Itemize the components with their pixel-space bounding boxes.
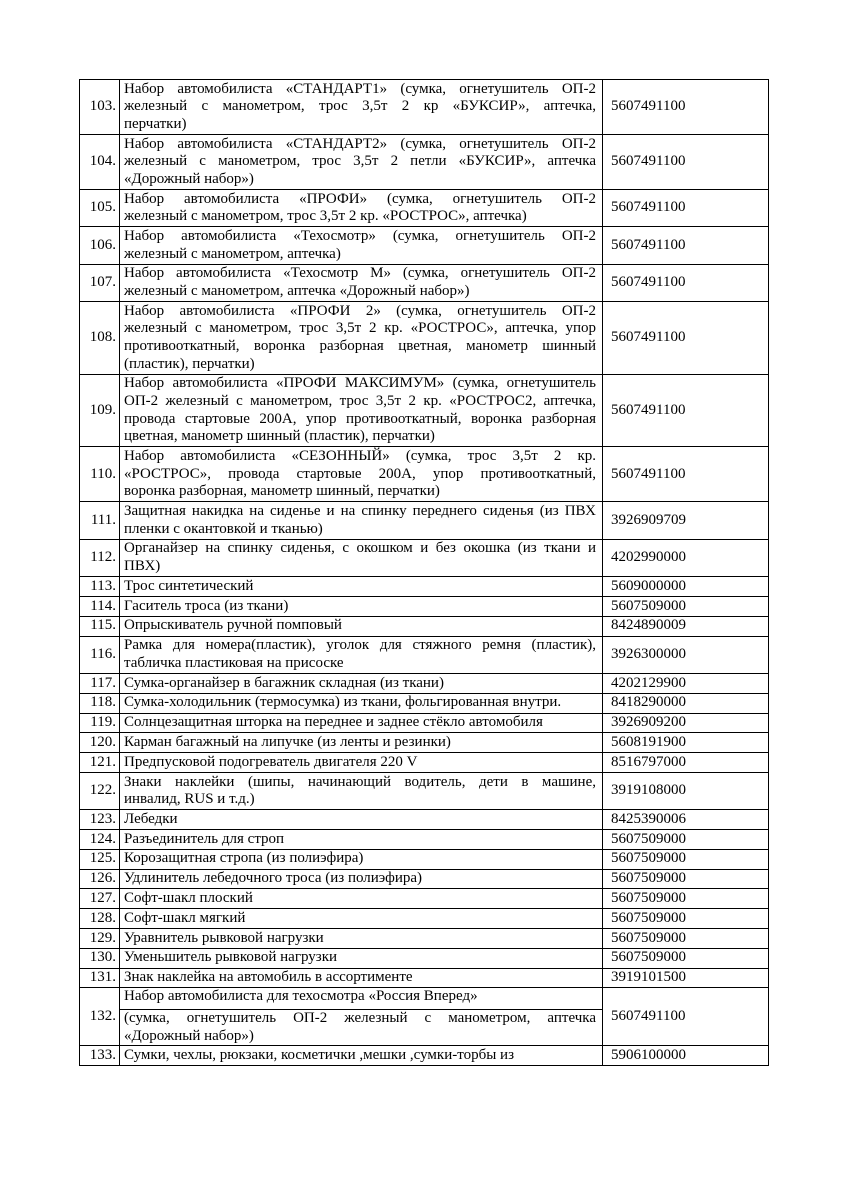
table-row	[80, 447, 769, 502]
row-number: 112.	[80, 539, 120, 576]
row-number: 126.	[80, 869, 120, 889]
table-row	[80, 502, 769, 539]
row-number: 130.	[80, 948, 120, 968]
description-line: Удлинитель лебедочного троса (из полиэфира)	[124, 870, 423, 887]
table-row	[80, 772, 769, 809]
description-line: ОП-2 железный с манометром, трос 3,5т 2 кр. «РОСТРОС2, аптечка,	[124, 392, 596, 409]
description-line: железный с манометром, трос 3,5т 2 кр. «РОСТРОС», аптечка, упор	[124, 320, 596, 337]
tnved-code: 5607509000	[603, 849, 769, 869]
row-number: 120.	[80, 733, 120, 753]
table-row	[80, 1046, 769, 1066]
description-line: инвалид, RUS и т.д.)	[124, 791, 255, 808]
tnved-code: 3919108000	[603, 772, 769, 809]
description-line: железный с манометром, трос 3,5т 2 петли «БУКСИР», аптечка	[124, 153, 596, 170]
item-description	[120, 733, 603, 753]
table-row	[80, 889, 769, 909]
item-description	[120, 929, 603, 949]
description-line: железный с манометром, аптечка)	[124, 245, 341, 262]
tnved-code: 3919101500	[603, 968, 769, 988]
description-line: воронка разборная, манометр шинный, перчатки)	[124, 483, 440, 500]
row-number: 110.	[80, 447, 120, 502]
row-number: 106.	[80, 227, 120, 264]
table-row	[80, 733, 769, 753]
description-line: Солнцезащитная шторка на переднее и заднее стёкло автомобиля	[124, 714, 543, 731]
item-description	[120, 135, 603, 190]
table-row	[80, 830, 769, 850]
description-line: «Дорожный набор»)	[124, 1027, 254, 1044]
table-row	[80, 539, 769, 576]
tnved-code: 5609000000	[603, 577, 769, 597]
tnved-code: 4202129900	[603, 673, 769, 693]
description-line: Опрыскиватель ручной помповый	[124, 617, 342, 634]
tnved-code: 5607491100	[603, 264, 769, 301]
row-number: 127.	[80, 889, 120, 909]
row-number: 115.	[80, 616, 120, 636]
description-line: противооткатный, воронка разборная цветная, манометр шинный	[124, 337, 596, 354]
tnved-code: 8418290000	[603, 693, 769, 713]
item-description	[120, 889, 603, 909]
tnved-code: 5607491100	[603, 374, 769, 447]
description-line: Софт-шакл мягкий	[124, 909, 246, 926]
description-line: Уравнитель рывковой нагрузки	[124, 929, 324, 946]
item-description	[120, 693, 603, 713]
table-row	[80, 693, 769, 713]
tnved-code: 5607509000	[603, 869, 769, 889]
item-description	[120, 869, 603, 889]
item-description	[120, 673, 603, 693]
item-description	[120, 374, 603, 447]
tnved-code: 5607509000	[603, 909, 769, 929]
item-description	[120, 227, 603, 264]
table-row	[80, 968, 769, 988]
row-number: 129.	[80, 929, 120, 949]
item-description	[120, 988, 603, 1046]
description-line: Гаситель троса (из ткани)	[124, 597, 289, 614]
description-line: Сумка-органайзер в багажник складная (из ткани)	[124, 674, 444, 691]
tnved-code: 5607491100	[603, 302, 769, 375]
item-description	[120, 948, 603, 968]
description-line: Карман багажный на липучке (из ленты и резинки)	[124, 733, 451, 750]
goods-table	[79, 79, 769, 1066]
row-number: 113.	[80, 577, 120, 597]
item-description	[120, 909, 603, 929]
description-line: Набор автомобилиста «Техосмотр» (сумка, огнетушитель ОП-2	[124, 227, 596, 244]
tnved-code: 3926300000	[603, 636, 769, 673]
table-row	[80, 810, 769, 830]
table-row	[80, 753, 769, 773]
item-description	[120, 596, 603, 616]
item-description	[120, 190, 603, 227]
tnved-code: 5607491100	[603, 80, 769, 135]
table-row	[80, 577, 769, 597]
description-line: Сумки, чехлы, рюкзаки, косметички ,мешки ,сумки-торбы из	[124, 1046, 514, 1063]
table-body	[80, 80, 769, 1066]
tnved-code: 4202990000	[603, 539, 769, 576]
tnved-code: 5607491100	[603, 135, 769, 190]
description-line: Набор автомобилиста «ПРОФИ 2» (сумка, огнетушитель ОП-2	[124, 302, 596, 319]
table-row	[80, 596, 769, 616]
row-number: 124.	[80, 830, 120, 850]
tnved-code: 5607509000	[603, 929, 769, 949]
row-number: 114.	[80, 596, 120, 616]
item-description	[120, 830, 603, 850]
description-line: (сумка, огнетушитель ОП-2 железный с манометром, аптечка	[124, 1010, 596, 1027]
item-description	[120, 810, 603, 830]
description-line: Софт-шакл плоский	[124, 890, 253, 907]
row-number: 103.	[80, 80, 120, 135]
table-row	[80, 80, 769, 135]
item-description	[120, 539, 603, 576]
description-line: табличка пластиковая на присоске	[124, 654, 344, 671]
tnved-code: 5607491100	[603, 190, 769, 227]
row-number: 118.	[80, 693, 120, 713]
table-row	[80, 713, 769, 733]
tnved-code: 5607509000	[603, 889, 769, 909]
row-number: 121.	[80, 753, 120, 773]
row-number: 125.	[80, 849, 120, 869]
description-line: Знаки наклейки (шипы, начинающий водитель, дети в машине,	[124, 773, 596, 790]
row-number: 109.	[80, 374, 120, 447]
tnved-code: 5607491100	[603, 988, 769, 1046]
item-description	[120, 713, 603, 733]
description-line: «Дорожный набор»)	[124, 170, 254, 187]
description-line: Разъединитель для строп	[124, 830, 285, 847]
description-subsection	[120, 1009, 602, 1045]
description-line: Набор автомобилиста для техосмотра «Россия Вперед»	[124, 988, 478, 1005]
description-line: Уменьшитель рывковой нагрузки	[124, 949, 338, 966]
table-row	[80, 227, 769, 264]
description-line: Рамка для номера(пластик), уголок для стяжного ремня (пластик),	[124, 637, 596, 654]
item-description	[120, 447, 603, 502]
table-row	[80, 190, 769, 227]
description-line: Набор автомобилиста «ПРОФИ» (сумка, огнетушитель ОП-2	[124, 190, 596, 207]
row-number: 122.	[80, 772, 120, 809]
description-line: ПВХ)	[124, 557, 161, 574]
item-description	[120, 636, 603, 673]
row-number: 116.	[80, 636, 120, 673]
row-number: 117.	[80, 673, 120, 693]
description-line: (пластик), перчатки)	[124, 355, 255, 372]
item-description	[120, 968, 603, 988]
tnved-code: 5906100000	[603, 1046, 769, 1066]
tnved-code: 8424890009	[603, 616, 769, 636]
item-description	[120, 772, 603, 809]
row-number: 131.	[80, 968, 120, 988]
tnved-code: 8516797000	[603, 753, 769, 773]
item-description	[120, 577, 603, 597]
table-row	[80, 264, 769, 301]
table-row	[80, 909, 769, 929]
table-row	[80, 869, 769, 889]
description-line: Сумка-холодильник (термосумка) из ткани, фольгированная внутри.	[124, 694, 562, 711]
description-line: пленки с окантовкой и тканью)	[124, 520, 323, 537]
description-line: «РОСТРОС», провода стартовые 200А, упор противооткатный,	[124, 465, 596, 482]
description-line: Набор автомобилиста «СТАНДАРТ2» (сумка, огнетушитель ОП-2	[124, 135, 596, 152]
item-description	[120, 80, 603, 135]
tnved-code: 5608191900	[603, 733, 769, 753]
description-line: перчатки)	[124, 115, 187, 132]
row-number: 119.	[80, 713, 120, 733]
tnved-code: 8425390006	[603, 810, 769, 830]
table-row	[80, 374, 769, 447]
description-line: Лебедки	[124, 810, 178, 827]
table-row	[80, 302, 769, 375]
description-line: Знак наклейка на автомобиль в ассортименте	[124, 969, 413, 986]
row-number: 105.	[80, 190, 120, 227]
row-number: 133.	[80, 1046, 120, 1066]
table-row	[80, 849, 769, 869]
description-line: Органайзер на спинку сиденья, с окошком и без окошка (из ткани и	[124, 540, 596, 557]
row-number: 111.	[80, 502, 120, 539]
tnved-code: 3926909200	[603, 713, 769, 733]
description-line: Корозащитная стропа (из полиэфира)	[124, 850, 364, 867]
description-line: Набор автомобилиста «СЕЗОННЫЙ» (сумка, трос 3,5т 2 кр.	[124, 447, 596, 464]
description-line: цветная, манометр шинный (пластик), перчатки)	[124, 428, 435, 445]
item-description	[120, 302, 603, 375]
description-line: Защитная накидка на сиденье и на спинку переднего сиденья (из ПВХ	[124, 502, 596, 519]
row-number: 104.	[80, 135, 120, 190]
description-line: Набор автомобилиста «ПРОФИ МАКСИМУМ» (сумка, огнетушитель	[124, 375, 596, 392]
table-row	[80, 988, 769, 1046]
row-number: 128.	[80, 909, 120, 929]
item-description	[120, 502, 603, 539]
item-description	[120, 264, 603, 301]
description-line: провода стартовые 200А, упор противооткатный, воронка разборная	[124, 410, 596, 427]
table-row	[80, 616, 769, 636]
description-line: железный с манометром, трос 3,5т 2 кр «БУКСИР», аптечка,	[124, 98, 596, 115]
table-row	[80, 673, 769, 693]
tnved-code: 5607491100	[603, 227, 769, 264]
row-number: 123.	[80, 810, 120, 830]
item-description	[120, 616, 603, 636]
description-line: железный с манометром, трос 3,5т 2 кр. «РОСТРОС», аптечка)	[124, 208, 527, 225]
row-number: 132.	[80, 988, 120, 1046]
tnved-code: 5607509000	[603, 948, 769, 968]
tnved-code: 5607509000	[603, 596, 769, 616]
table-row	[80, 948, 769, 968]
description-line: Набор автомобилиста «СТАНДАРТ1» (сумка, огнетушитель ОП-2	[124, 80, 596, 97]
table-row	[80, 929, 769, 949]
tnved-code: 5607491100	[603, 447, 769, 502]
description-line: Трос синтетический	[124, 577, 254, 594]
table-row	[80, 636, 769, 673]
tnved-code: 3926909709	[603, 502, 769, 539]
item-description	[120, 849, 603, 869]
table-row	[80, 135, 769, 190]
row-number: 107.	[80, 264, 120, 301]
item-description	[120, 1046, 603, 1066]
item-description	[120, 753, 603, 773]
row-number: 108.	[80, 302, 120, 375]
description-line: железный с манометром, аптечка «Дорожный набор»)	[124, 282, 470, 299]
description-line: Предпусковой подогреватель двигателя 220 V	[124, 753, 418, 770]
tnved-code: 5607509000	[603, 830, 769, 850]
description-line: Набор автомобилиста «Техосмотр М» (сумка, огнетушитель ОП-2	[124, 265, 596, 282]
